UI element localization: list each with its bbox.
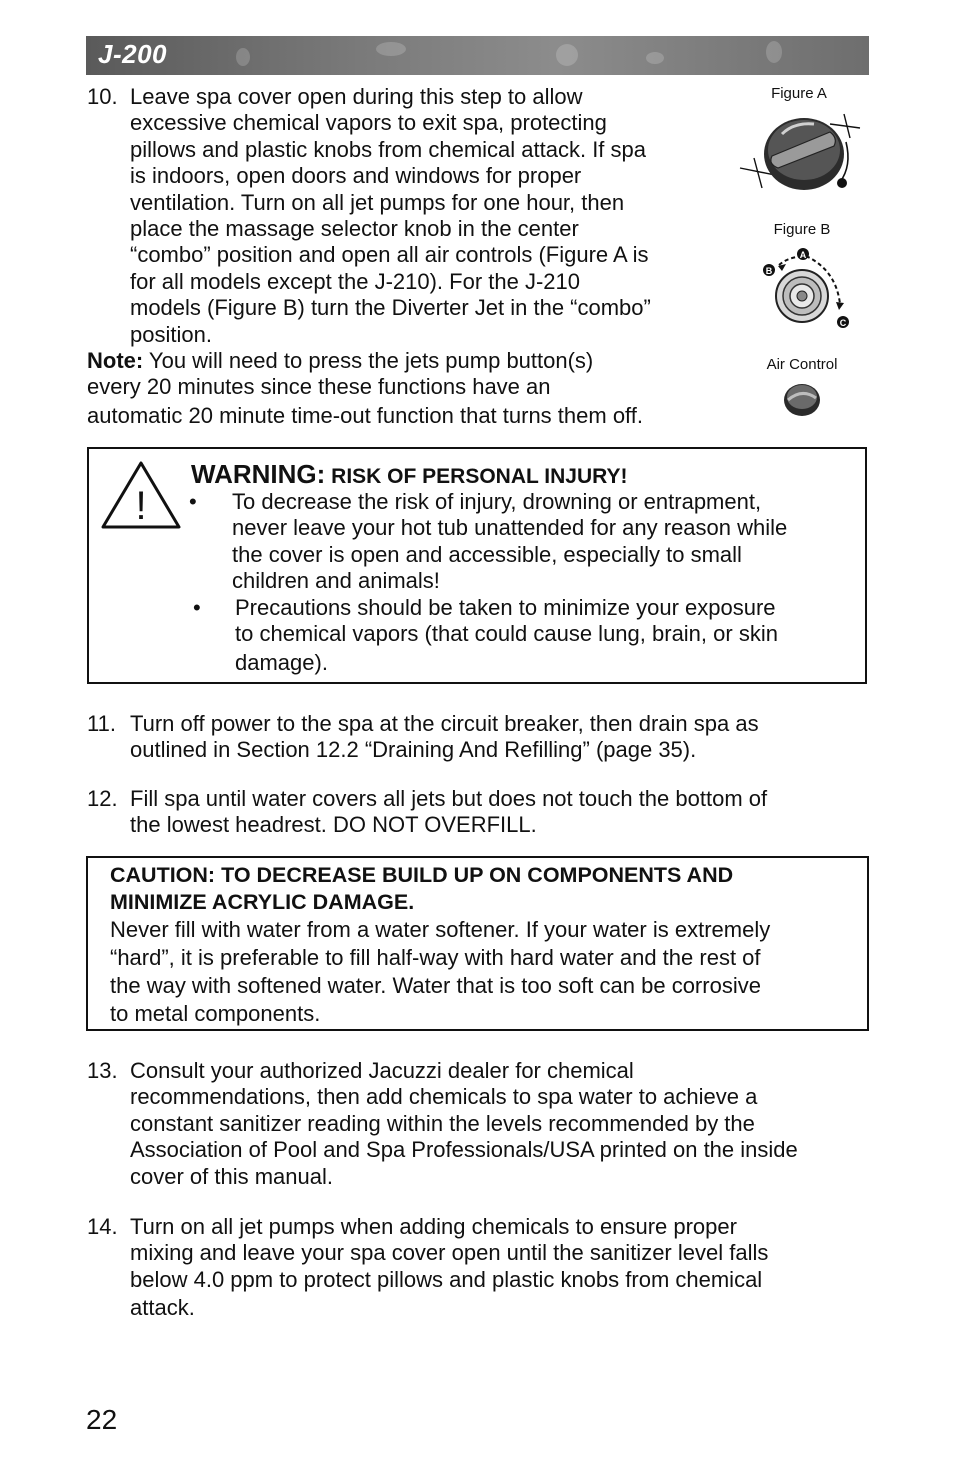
warning-subtitle: RISK OF PERSONAL INJURY! [325, 465, 628, 488]
water-drop-decoration [236, 48, 250, 66]
warning-triangle-icon [99, 459, 183, 531]
step-line: place the massage selector knob in the center [130, 216, 579, 242]
step-line: Fill spa until water covers all jets but does not touch the bottom of [130, 786, 768, 811]
warning-line: Precautions should be taken to minimize your exposure [235, 595, 776, 620]
water-drop-decoration [766, 41, 782, 63]
warning-title [191, 459, 628, 490]
warning-line: children and animals! [232, 568, 440, 594]
position-letter-c: C [839, 318, 847, 328]
figure-a-label: Figure A [771, 85, 827, 102]
warning-line: never leave your hot tub unattended for any reason while [232, 515, 788, 541]
water-drop-decoration [646, 52, 664, 64]
step-line: recommendations, then add chemicals to spa water to achieve a [130, 1084, 758, 1110]
step-line: excessive chemical vapors to exit spa, protecting [130, 110, 607, 136]
bullet-mark: • [189, 489, 197, 514]
figure-b-label: Figure B [773, 221, 831, 238]
massage-selector-knob-icon [734, 104, 864, 196]
step-line: outlined in Section 12.2 “Draining And Refilling” (page 35). [130, 737, 697, 763]
step-line: Turn off power to the spa at the circuit breaker, then drain spa as [130, 711, 759, 736]
step-number: 14. [87, 1214, 118, 1239]
air-control-knob-icon [782, 380, 822, 418]
step-line: pillows and plastic knobs from chemical attack. If spa [130, 136, 647, 162]
caution-heading-line: CAUTION: TO DECREASE BUILD UP ON COMPONENTS AND [110, 863, 734, 887]
step-line: Leave spa cover open during this step to allow [130, 84, 583, 109]
step-line: position. [130, 321, 212, 347]
note-paragraph [87, 348, 727, 429]
diverter-jet-icon [756, 244, 856, 336]
step-line: mixing and leave your spa cover open until the sanitizer level falls [130, 1240, 769, 1266]
step-line: models (Figure B) turn the Diverter Jet in the “combo” [130, 295, 651, 321]
note-label: Note: [87, 348, 144, 373]
warning-line: damage). [235, 649, 328, 675]
caution-heading-line: MINIMIZE ACRYLIC DAMAGE. [110, 890, 415, 914]
caution-line: to metal components. [110, 1001, 321, 1026]
caution-line: Never fill with water from a water softener. If your water is extremely [110, 917, 771, 942]
warning-symbol: ! [135, 484, 147, 528]
step-line: Consult your authorized Jacuzzi dealer for chemical [130, 1058, 634, 1083]
step-line: cover of this manual. [130, 1163, 333, 1189]
warning-line: To decrease the risk of injury, drowning or entrapment, [232, 489, 762, 514]
bullet-mark: • [193, 595, 201, 620]
header-bar [86, 36, 869, 75]
step-line: “combo” position and open all air controls (Figure A is [130, 242, 649, 268]
step-line: below 4.0 ppm to protect pillows and plastic knobs from chemical [130, 1266, 763, 1292]
position-letter-b: B [765, 266, 773, 276]
warning-line: to chemical vapors (that could cause lung, brain, or skin [235, 621, 778, 647]
step-number: 11. [87, 711, 116, 736]
position-letter-a: A [799, 250, 807, 260]
caution-line: “hard”, it is preferable to fill half-way with hard water and the rest of [110, 945, 761, 970]
step-line: for all models except the J-210). For the J-210 [130, 268, 580, 294]
warning-box [87, 447, 867, 684]
water-drop-decoration [556, 44, 578, 66]
step-line: attack. [130, 1295, 195, 1321]
caution-body [110, 916, 850, 1028]
warning-line: the cover is open and accessible, especially to small [232, 541, 742, 567]
warning-title-label: WARNING: [191, 459, 326, 489]
step-line: Association of Pool and Spa Professionals/USA printed on the inside [130, 1137, 798, 1163]
note-line: every 20 minutes since these functions have an [87, 374, 551, 400]
note-line: automatic 20 minute time-out function that turns them off. [87, 402, 643, 428]
caution-heading [110, 862, 850, 916]
page-number: 22 [86, 1404, 118, 1435]
step-line: Turn on all jet pumps when adding chemicals to ensure proper [130, 1214, 737, 1239]
step-line: constant sanitizer reading within the levels recommended by the [130, 1110, 755, 1136]
water-drop-decoration [376, 42, 406, 56]
step-number: 10. [87, 84, 118, 109]
model-title: J-200 [98, 39, 167, 69]
step-line: the lowest headrest. DO NOT OVERFILL. [130, 812, 537, 838]
caution-line: the way with softened water. Water that is too soft can be corrosive [110, 973, 761, 998]
note-line: You will need to press the jets pump button(s) [143, 348, 594, 373]
air-control-label: Air Control [766, 356, 838, 373]
step-number: 12. [87, 786, 118, 811]
step-number: 13. [87, 1058, 118, 1083]
caution-box [86, 856, 869, 1031]
warning-bullet-1 [232, 489, 862, 595]
warning-bullet-2 [235, 595, 863, 676]
step-line: is indoors, open doors and windows for proper [130, 163, 582, 189]
step-line: ventilation. Turn on all jet pumps for one hour, then [130, 189, 625, 215]
